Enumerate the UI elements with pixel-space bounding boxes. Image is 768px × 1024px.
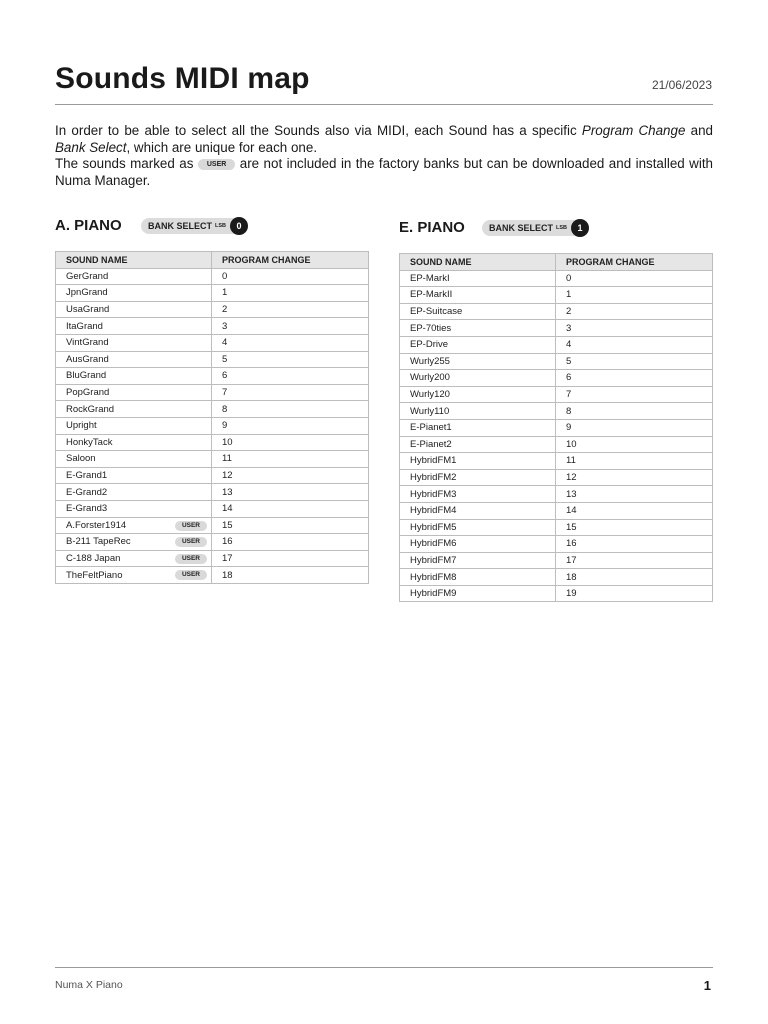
table-row xyxy=(400,436,713,453)
section-e-piano xyxy=(399,219,713,602)
sound-name-cell xyxy=(400,536,556,553)
intro-text-1c: , which are unique for each one. xyxy=(126,139,318,155)
table-row xyxy=(56,500,369,517)
table-row xyxy=(400,569,713,586)
sound-name-cell xyxy=(56,351,212,368)
table-row xyxy=(56,567,369,584)
sound-name: E-Grand1 xyxy=(66,470,108,482)
user-badge: USER xyxy=(175,521,207,531)
program-change-cell: 18 xyxy=(556,569,713,586)
program-change-cell: 8 xyxy=(212,401,369,418)
column-header-program-change: PROGRAM CHANGE xyxy=(556,254,713,271)
sound-name-cell xyxy=(400,569,556,586)
program-change-cell: 3 xyxy=(556,320,713,337)
footer-divider xyxy=(55,967,713,968)
footer-product-name: Numa X Piano xyxy=(55,979,123,991)
sound-name-cell xyxy=(56,285,212,302)
sound-name: EP-MarkI xyxy=(410,272,450,284)
intro-text-2b: are not included in the factory banks but can be downloaded and installed with Numa Manager. xyxy=(55,156,713,188)
table-row xyxy=(400,336,713,353)
sound-name-cell xyxy=(56,451,212,468)
table-row xyxy=(56,517,369,534)
sound-name: E-Pianet1 xyxy=(410,422,452,434)
page-number: 1 xyxy=(703,978,711,993)
program-change-cell: 17 xyxy=(556,552,713,569)
sound-name-cell xyxy=(56,334,212,351)
program-change-cell: 10 xyxy=(556,436,713,453)
user-badge: USER xyxy=(175,537,207,547)
table-row xyxy=(400,469,713,486)
sound-name-cell xyxy=(400,453,556,470)
table-row xyxy=(56,334,369,351)
sound-table xyxy=(399,253,713,602)
intro-text-1b: and xyxy=(685,123,713,138)
sound-name-cell xyxy=(56,434,212,451)
table-row xyxy=(56,484,369,501)
table-row xyxy=(56,451,369,468)
sound-name-cell xyxy=(400,320,556,337)
program-change-cell: 14 xyxy=(212,500,369,517)
table-header-row xyxy=(400,254,713,271)
sound-name-cell xyxy=(56,484,212,501)
sound-name: HybridFM6 xyxy=(410,538,457,550)
sound-name: PopGrand xyxy=(66,387,110,399)
sound-name: EP-Drive xyxy=(410,339,449,351)
table-row xyxy=(400,386,713,403)
table-header-row xyxy=(56,252,369,269)
sound-name: Wurly200 xyxy=(410,372,450,384)
intro-paragraph-1 xyxy=(55,123,713,156)
intro-text-2a: The sounds marked as xyxy=(55,156,198,171)
sound-name: HybridFM9 xyxy=(410,588,457,600)
sound-name: UsaGrand xyxy=(66,304,110,316)
program-change-cell: 5 xyxy=(556,353,713,370)
sound-name-cell xyxy=(400,502,556,519)
table-row xyxy=(56,368,369,385)
program-change-cell: 13 xyxy=(556,486,713,503)
program-change-cell: 0 xyxy=(212,268,369,285)
sound-name: EP-Suitcase xyxy=(410,306,463,318)
program-change-cell: 12 xyxy=(556,469,713,486)
section-a-piano xyxy=(55,217,369,584)
program-change-cell: 6 xyxy=(212,368,369,385)
table-row xyxy=(400,552,713,569)
section-title: E. PIANO xyxy=(399,219,465,236)
sound-name-cell xyxy=(56,467,212,484)
table-body xyxy=(56,268,369,583)
program-change-cell: 16 xyxy=(556,536,713,553)
header-divider xyxy=(55,104,713,105)
sound-name-cell xyxy=(400,469,556,486)
sound-table xyxy=(55,251,369,584)
program-change-cell: 7 xyxy=(556,386,713,403)
intro-text xyxy=(55,123,713,189)
intro-text-1a: In order to be able to select all the Sounds also via MIDI, each Sound has a specific xyxy=(55,123,582,138)
program-change-cell: 11 xyxy=(556,453,713,470)
sound-name: TheFeltPiano xyxy=(66,569,123,581)
sound-name-cell xyxy=(56,550,212,567)
sound-name-cell xyxy=(400,287,556,304)
program-change-cell: 16 xyxy=(212,534,369,551)
sound-name: EP-MarkII xyxy=(410,289,453,301)
sound-name-cell xyxy=(400,419,556,436)
program-change-cell: 6 xyxy=(556,370,713,387)
sound-name-cell xyxy=(400,552,556,569)
sound-name-cell xyxy=(56,567,212,584)
table-row xyxy=(400,403,713,420)
table-row xyxy=(56,417,369,434)
program-change-cell: 10 xyxy=(212,434,369,451)
sound-name: HybridFM4 xyxy=(410,505,457,517)
sound-name: EP-70ties xyxy=(410,322,452,334)
table-row xyxy=(400,502,713,519)
sound-name: Wurly120 xyxy=(410,389,450,401)
program-change-cell: 8 xyxy=(556,403,713,420)
table-row xyxy=(56,285,369,302)
bank-lsb-label: LSB xyxy=(215,223,227,229)
intro-paragraph-2 xyxy=(55,156,713,189)
table-body xyxy=(400,270,713,602)
sound-name: Wurly255 xyxy=(410,355,450,367)
sound-name: VintGrand xyxy=(66,337,109,349)
sound-name-cell xyxy=(400,336,556,353)
sound-name: HybridFM2 xyxy=(410,472,457,484)
program-change-cell: 3 xyxy=(212,318,369,335)
document-date: 21/06/2023 xyxy=(651,78,712,92)
table-row xyxy=(56,384,369,401)
program-change-cell: 14 xyxy=(556,502,713,519)
sound-name: BluGrand xyxy=(66,370,107,382)
sound-name-cell xyxy=(400,436,556,453)
sound-name-cell xyxy=(56,301,212,318)
table-row xyxy=(56,467,369,484)
table-row xyxy=(400,303,713,320)
sound-name-cell xyxy=(400,370,556,387)
program-change-cell: 13 xyxy=(212,484,369,501)
sound-name-cell xyxy=(400,519,556,536)
section-header xyxy=(399,219,713,237)
bank-select-label: BANK SELECT xyxy=(489,223,554,233)
sound-name-cell xyxy=(400,353,556,370)
sound-name: GerGrand xyxy=(66,270,109,282)
sound-name: HybridFM7 xyxy=(410,554,457,566)
table-row xyxy=(400,353,713,370)
table-row xyxy=(56,351,369,368)
page-title: Sounds MIDI map xyxy=(55,62,310,95)
intro-bank-select: Bank Select xyxy=(55,139,127,155)
program-change-cell: 2 xyxy=(212,301,369,318)
table-row xyxy=(56,401,369,418)
bank-select-label: BANK SELECT xyxy=(148,221,213,231)
sound-name: E-Grand2 xyxy=(66,486,108,498)
sound-name-cell xyxy=(400,386,556,403)
table-row xyxy=(56,318,369,335)
program-change-cell: 18 xyxy=(212,567,369,584)
table-row xyxy=(400,536,713,553)
sound-name: A.Forster1914 xyxy=(66,519,127,531)
sound-name: HybridFM5 xyxy=(410,521,457,533)
table-row xyxy=(56,268,369,285)
sound-name: HybridFM8 xyxy=(410,571,457,583)
bank-lsb-label: LSB xyxy=(556,225,568,231)
program-change-cell: 11 xyxy=(212,451,369,468)
table-row xyxy=(56,434,369,451)
sound-name-cell xyxy=(400,585,556,602)
sound-name: C-188 Japan xyxy=(66,552,121,564)
sound-name: B-211 TapeRec xyxy=(66,536,131,548)
table-row xyxy=(400,287,713,304)
section-header xyxy=(55,217,369,235)
sound-name-cell xyxy=(400,403,556,420)
table-row xyxy=(400,270,713,287)
intro-program-change: Program Change xyxy=(581,123,686,138)
program-change-cell: 1 xyxy=(556,287,713,304)
sound-name-cell xyxy=(56,500,212,517)
bank-select-badge xyxy=(482,220,588,236)
column-header-sound-name: SOUND NAME xyxy=(56,252,212,269)
table-row xyxy=(56,534,369,551)
sound-name-cell xyxy=(56,534,212,551)
table-row xyxy=(56,550,369,567)
sound-name-cell xyxy=(400,270,556,287)
section-title: A. PIANO xyxy=(55,217,122,234)
sound-name-cell xyxy=(56,401,212,418)
table-row xyxy=(400,320,713,337)
sound-name: Upright xyxy=(66,420,97,432)
sound-name: E-Grand3 xyxy=(66,503,108,515)
program-change-cell: 12 xyxy=(212,467,369,484)
program-change-cell: 15 xyxy=(556,519,713,536)
sound-name: JpnGrand xyxy=(66,287,108,299)
program-change-cell: 9 xyxy=(556,419,713,436)
sound-name-cell xyxy=(400,303,556,320)
program-change-cell: 0 xyxy=(556,270,713,287)
program-change-cell: 4 xyxy=(556,336,713,353)
user-badge: USER xyxy=(198,159,235,170)
bank-number: 0 xyxy=(230,217,248,235)
column-header-sound-name: SOUND NAME xyxy=(400,254,556,271)
program-change-cell: 5 xyxy=(212,351,369,368)
table-row xyxy=(400,453,713,470)
sound-name: HonkyTack xyxy=(66,436,113,448)
sound-name-cell xyxy=(56,384,212,401)
table-row xyxy=(56,301,369,318)
table-row xyxy=(400,370,713,387)
sound-name-cell xyxy=(56,417,212,434)
program-change-cell: 4 xyxy=(212,334,369,351)
sound-name-cell xyxy=(400,486,556,503)
sound-name: HybridFM3 xyxy=(410,488,457,500)
user-badge: USER xyxy=(175,554,207,564)
sound-name: Wurly110 xyxy=(410,405,450,417)
table-row xyxy=(400,585,713,602)
program-change-cell: 17 xyxy=(212,550,369,567)
bank-number: 1 xyxy=(571,219,589,237)
table-row xyxy=(400,486,713,503)
user-badge: USER xyxy=(175,570,207,580)
program-change-cell: 15 xyxy=(212,517,369,534)
sound-name: AusGrand xyxy=(66,353,109,365)
column-header-program-change: PROGRAM CHANGE xyxy=(212,252,369,269)
sound-name-cell xyxy=(56,318,212,335)
sound-name-cell xyxy=(56,368,212,385)
program-change-cell: 2 xyxy=(556,303,713,320)
sound-name-cell xyxy=(56,268,212,285)
table-row xyxy=(400,419,713,436)
program-change-cell: 1 xyxy=(212,285,369,302)
sound-name-cell xyxy=(56,517,212,534)
program-change-cell: 19 xyxy=(556,585,713,602)
program-change-cell: 9 xyxy=(212,417,369,434)
program-change-cell: 7 xyxy=(212,384,369,401)
sound-name: ItaGrand xyxy=(66,320,103,332)
sound-name: Saloon xyxy=(66,453,96,465)
table-row xyxy=(400,519,713,536)
bank-select-badge xyxy=(141,218,247,234)
sound-name: HybridFM1 xyxy=(410,455,457,467)
sound-name: E-Pianet2 xyxy=(410,438,452,450)
sound-name: RockGrand xyxy=(66,403,115,415)
